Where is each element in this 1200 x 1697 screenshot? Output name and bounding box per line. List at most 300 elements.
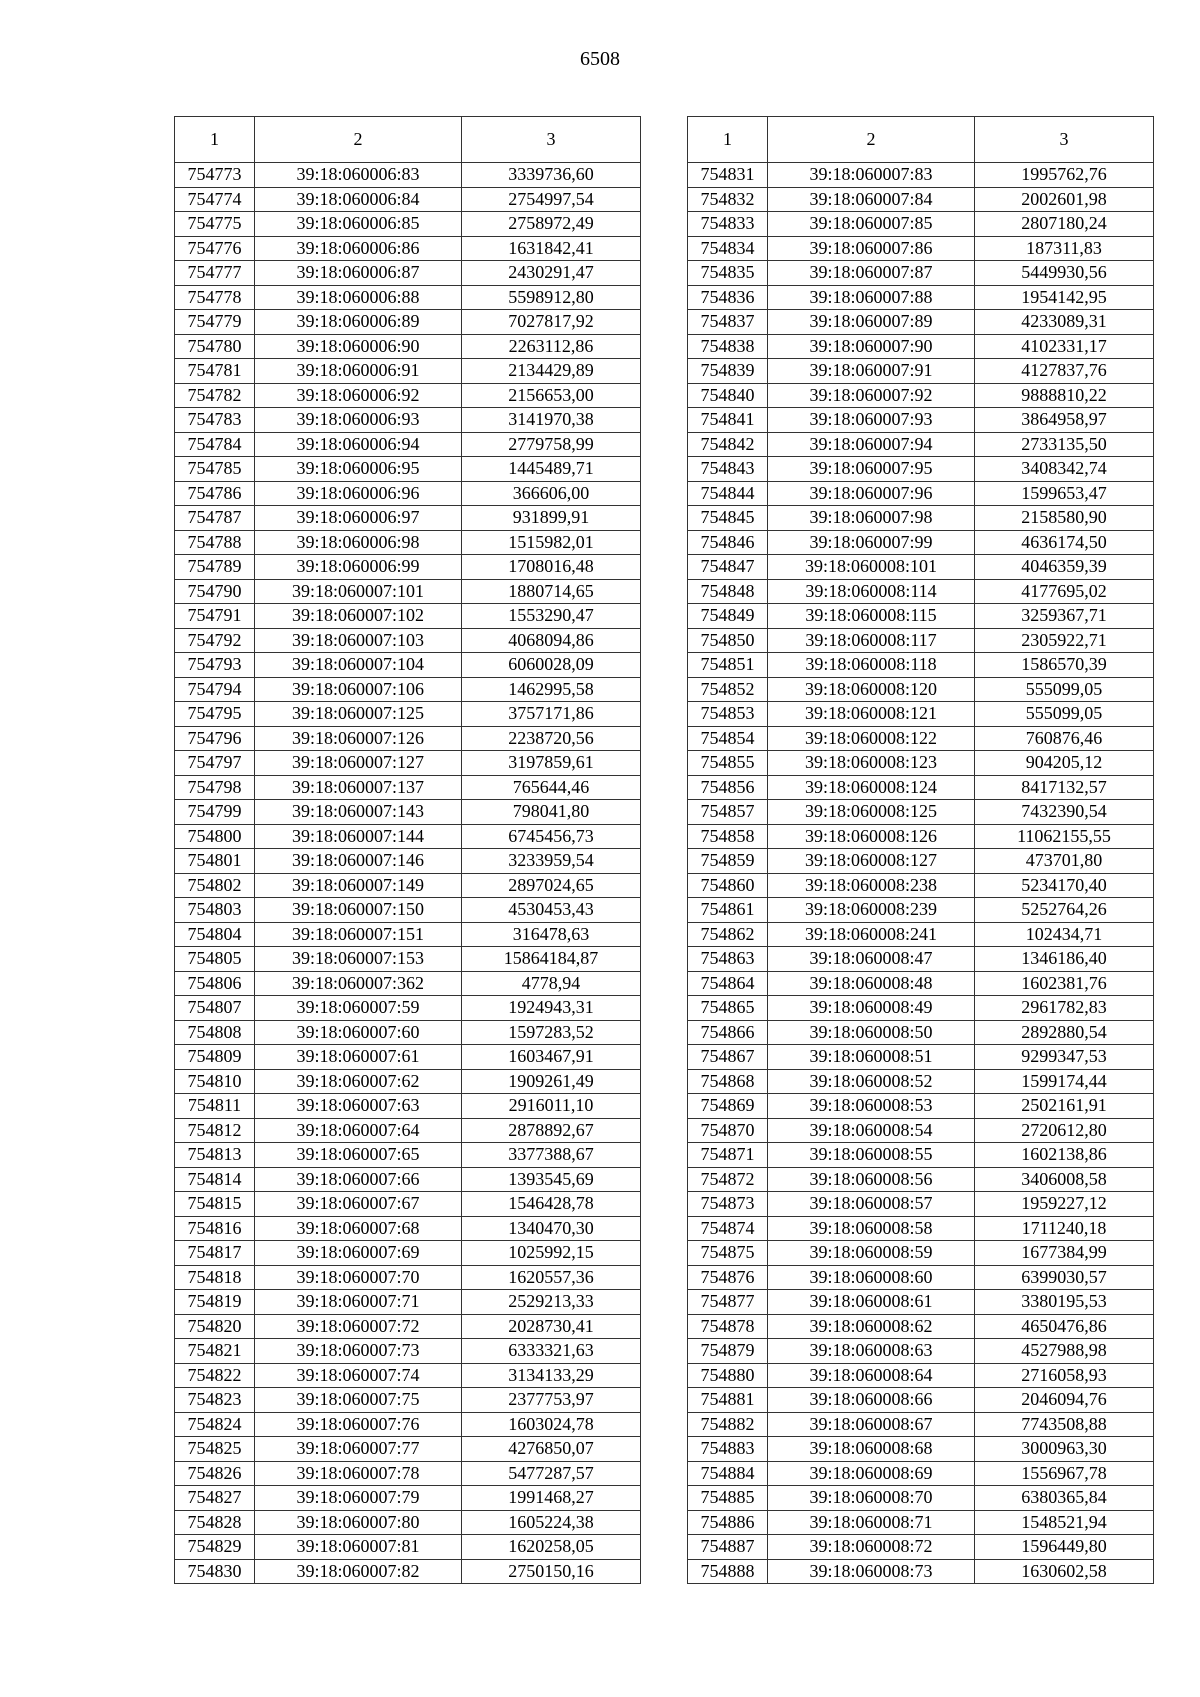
table-row xyxy=(688,1412,1154,1437)
cadastral-number-cell: 39:18:060008:117 xyxy=(768,628,975,653)
value-cell: 1553290,47 xyxy=(462,604,641,629)
cadastral-number-cell: 39:18:060007:125 xyxy=(255,702,462,727)
value-cell: 5598912,80 xyxy=(462,285,641,310)
value-cell: 9299347,53 xyxy=(975,1045,1154,1070)
table-row xyxy=(175,1486,641,1511)
cadastral-number-cell: 39:18:060008:238 xyxy=(768,873,975,898)
record-number-cell: 754819 xyxy=(175,1290,255,1315)
record-number-cell: 754794 xyxy=(175,677,255,702)
record-number-cell: 754870 xyxy=(688,1118,768,1143)
record-number-cell: 754804 xyxy=(175,922,255,947)
record-number-cell: 754777 xyxy=(175,261,255,286)
cadastral-number-cell: 39:18:060007:362 xyxy=(255,971,462,996)
cadastral-number-cell: 39:18:060006:85 xyxy=(255,212,462,237)
table-row xyxy=(175,236,641,261)
record-number-cell: 754789 xyxy=(175,555,255,580)
value-cell: 1462995,58 xyxy=(462,677,641,702)
record-number-cell: 754811 xyxy=(175,1094,255,1119)
record-number-cell: 754778 xyxy=(175,285,255,310)
value-cell: 2156653,00 xyxy=(462,383,641,408)
cadastral-number-cell: 39:18:060008:53 xyxy=(768,1094,975,1119)
cadastral-number-cell: 39:18:060008:48 xyxy=(768,971,975,996)
cadastral-number-cell: 39:18:060007:68 xyxy=(255,1216,462,1241)
record-number-cell: 754888 xyxy=(688,1559,768,1584)
cadastral-number-cell: 39:18:060007:92 xyxy=(768,383,975,408)
record-number-cell: 754823 xyxy=(175,1388,255,1413)
value-cell: 1586570,39 xyxy=(975,653,1154,678)
record-number-cell: 754824 xyxy=(175,1412,255,1437)
value-cell: 3134133,29 xyxy=(462,1363,641,1388)
table-row xyxy=(688,506,1154,531)
value-cell: 1548521,94 xyxy=(975,1510,1154,1535)
cadastral-number-cell: 39:18:060007:61 xyxy=(255,1045,462,1070)
cadastral-number-cell: 39:18:060008:126 xyxy=(768,824,975,849)
record-number-cell: 754806 xyxy=(175,971,255,996)
record-number-cell: 754792 xyxy=(175,628,255,653)
cadastral-number-cell: 39:18:060007:91 xyxy=(768,359,975,384)
table-row xyxy=(175,1020,641,1045)
cadastral-number-cell: 39:18:060007:94 xyxy=(768,432,975,457)
record-number-cell: 754838 xyxy=(688,334,768,359)
value-cell: 3757171,86 xyxy=(462,702,641,727)
record-number-cell: 754837 xyxy=(688,310,768,335)
table-row xyxy=(175,898,641,923)
value-cell: 4068094,86 xyxy=(462,628,641,653)
value-cell: 1909261,49 xyxy=(462,1069,641,1094)
value-cell: 555099,05 xyxy=(975,677,1154,702)
table-row xyxy=(688,653,1154,678)
table-row xyxy=(175,1216,641,1241)
value-cell: 1602381,76 xyxy=(975,971,1154,996)
table-row xyxy=(688,677,1154,702)
registry-table-left xyxy=(174,116,641,1584)
record-number-cell: 754776 xyxy=(175,236,255,261)
column-header: 2 xyxy=(768,117,975,163)
table-row xyxy=(688,1216,1154,1241)
value-cell: 6060028,09 xyxy=(462,653,641,678)
value-cell: 4778,94 xyxy=(462,971,641,996)
cadastral-number-cell: 39:18:060008:121 xyxy=(768,702,975,727)
value-cell: 3380195,53 xyxy=(975,1290,1154,1315)
cadastral-number-cell: 39:18:060007:67 xyxy=(255,1192,462,1217)
table-row xyxy=(688,1461,1154,1486)
cadastral-number-cell: 39:18:060007:71 xyxy=(255,1290,462,1315)
cadastral-number-cell: 39:18:060007:143 xyxy=(255,800,462,825)
record-number-cell: 754773 xyxy=(175,163,255,188)
record-number-cell: 754790 xyxy=(175,579,255,604)
table-row xyxy=(175,873,641,898)
table-row xyxy=(688,898,1154,923)
value-cell: 4276850,07 xyxy=(462,1437,641,1462)
value-cell: 1546428,78 xyxy=(462,1192,641,1217)
cadastral-number-cell: 39:18:060006:99 xyxy=(255,555,462,580)
table-row xyxy=(175,1118,641,1143)
value-cell: 5449930,56 xyxy=(975,261,1154,286)
table-row xyxy=(175,1241,641,1266)
cadastral-number-cell: 39:18:060008:125 xyxy=(768,800,975,825)
record-number-cell: 754801 xyxy=(175,849,255,874)
record-number-cell: 754800 xyxy=(175,824,255,849)
record-number-cell: 754849 xyxy=(688,604,768,629)
value-cell: 3408342,74 xyxy=(975,457,1154,482)
table-row xyxy=(175,334,641,359)
record-number-cell: 754832 xyxy=(688,187,768,212)
table-row xyxy=(175,1559,641,1584)
cadastral-number-cell: 39:18:060007:126 xyxy=(255,726,462,751)
value-cell: 187311,83 xyxy=(975,236,1154,261)
table-row xyxy=(688,1363,1154,1388)
value-cell: 2305922,71 xyxy=(975,628,1154,653)
page-number: 6508 xyxy=(580,48,620,70)
cadastral-number-cell: 39:18:060008:114 xyxy=(768,579,975,604)
value-cell: 3259367,71 xyxy=(975,604,1154,629)
cadastral-number-cell: 39:18:060007:90 xyxy=(768,334,975,359)
record-number-cell: 754884 xyxy=(688,1461,768,1486)
value-cell: 5477287,57 xyxy=(462,1461,641,1486)
cadastral-number-cell: 39:18:060008:57 xyxy=(768,1192,975,1217)
table-row xyxy=(688,1290,1154,1315)
record-number-cell: 754847 xyxy=(688,555,768,580)
record-number-cell: 754781 xyxy=(175,359,255,384)
cadastral-number-cell: 39:18:060008:54 xyxy=(768,1118,975,1143)
cadastral-number-cell: 39:18:060006:87 xyxy=(255,261,462,286)
value-cell: 2733135,50 xyxy=(975,432,1154,457)
cadastral-number-cell: 39:18:060006:96 xyxy=(255,481,462,506)
value-cell: 2263112,86 xyxy=(462,334,641,359)
value-cell: 4636174,50 xyxy=(975,530,1154,555)
value-cell: 5234170,40 xyxy=(975,873,1154,898)
table-row xyxy=(688,432,1154,457)
table-row xyxy=(688,800,1154,825)
column-header: 3 xyxy=(975,117,1154,163)
table-row xyxy=(175,481,641,506)
table-row xyxy=(688,1535,1154,1560)
cadastral-number-cell: 39:18:060008:123 xyxy=(768,751,975,776)
table-row xyxy=(175,261,641,286)
cadastral-number-cell: 39:18:060007:146 xyxy=(255,849,462,874)
table-row xyxy=(175,212,641,237)
record-number-cell: 754843 xyxy=(688,457,768,482)
record-number-cell: 754841 xyxy=(688,408,768,433)
table-row xyxy=(688,1437,1154,1462)
value-cell: 3233959,54 xyxy=(462,849,641,874)
table-row xyxy=(175,849,641,874)
table-row xyxy=(688,1167,1154,1192)
record-number-cell: 754797 xyxy=(175,751,255,776)
table-row xyxy=(175,530,641,555)
table-row xyxy=(175,1339,641,1364)
table-row xyxy=(175,1314,641,1339)
value-cell: 1677384,99 xyxy=(975,1241,1154,1266)
record-number-cell: 754818 xyxy=(175,1265,255,1290)
table-row xyxy=(688,628,1154,653)
cadastral-number-cell: 39:18:060007:149 xyxy=(255,873,462,898)
record-number-cell: 754785 xyxy=(175,457,255,482)
table-row xyxy=(688,751,1154,776)
value-cell: 1596449,80 xyxy=(975,1535,1154,1560)
record-number-cell: 754848 xyxy=(688,579,768,604)
value-cell: 2758972,49 xyxy=(462,212,641,237)
value-cell: 1711240,18 xyxy=(975,1216,1154,1241)
value-cell: 3141970,38 xyxy=(462,408,641,433)
value-cell: 4650476,86 xyxy=(975,1314,1154,1339)
cadastral-number-cell: 39:18:060006:89 xyxy=(255,310,462,335)
cadastral-number-cell: 39:18:060007:63 xyxy=(255,1094,462,1119)
cadastral-number-cell: 39:18:060007:69 xyxy=(255,1241,462,1266)
table-row xyxy=(175,628,641,653)
table-row xyxy=(175,996,641,1021)
table-row xyxy=(688,604,1154,629)
value-cell: 1991468,27 xyxy=(462,1486,641,1511)
record-number-cell: 754780 xyxy=(175,334,255,359)
record-number-cell: 754828 xyxy=(175,1510,255,1535)
record-number-cell: 754784 xyxy=(175,432,255,457)
record-number-cell: 754825 xyxy=(175,1437,255,1462)
record-number-cell: 754882 xyxy=(688,1412,768,1437)
table-body xyxy=(175,163,641,1584)
record-number-cell: 754856 xyxy=(688,775,768,800)
table-row xyxy=(175,1461,641,1486)
cadastral-number-cell: 39:18:060006:93 xyxy=(255,408,462,433)
value-cell: 11062155,55 xyxy=(975,824,1154,849)
record-number-cell: 754820 xyxy=(175,1314,255,1339)
table-row xyxy=(688,873,1154,898)
table-header-row xyxy=(688,117,1154,163)
record-number-cell: 754836 xyxy=(688,285,768,310)
value-cell: 366606,00 xyxy=(462,481,641,506)
cadastral-number-cell: 39:18:060007:104 xyxy=(255,653,462,678)
cadastral-number-cell: 39:18:060007:87 xyxy=(768,261,975,286)
table-row xyxy=(688,481,1154,506)
value-cell: 1597283,52 xyxy=(462,1020,641,1045)
record-number-cell: 754867 xyxy=(688,1045,768,1070)
value-cell: 555099,05 xyxy=(975,702,1154,727)
table-row xyxy=(688,1339,1154,1364)
record-number-cell: 754853 xyxy=(688,702,768,727)
table-row xyxy=(688,996,1154,1021)
cadastral-number-cell: 39:18:060008:239 xyxy=(768,898,975,923)
table-row xyxy=(688,359,1154,384)
cadastral-number-cell: 39:18:060007:60 xyxy=(255,1020,462,1045)
record-number-cell: 754816 xyxy=(175,1216,255,1241)
record-number-cell: 754805 xyxy=(175,947,255,972)
cadastral-number-cell: 39:18:060006:91 xyxy=(255,359,462,384)
value-cell: 2961782,83 xyxy=(975,996,1154,1021)
record-number-cell: 754875 xyxy=(688,1241,768,1266)
cadastral-number-cell: 39:18:060007:151 xyxy=(255,922,462,947)
table-row xyxy=(175,726,641,751)
cadastral-number-cell: 39:18:060006:88 xyxy=(255,285,462,310)
record-number-cell: 754877 xyxy=(688,1290,768,1315)
cadastral-number-cell: 39:18:060008:52 xyxy=(768,1069,975,1094)
record-number-cell: 754873 xyxy=(688,1192,768,1217)
record-number-cell: 754876 xyxy=(688,1265,768,1290)
value-cell: 2046094,76 xyxy=(975,1388,1154,1413)
value-cell: 4530453,43 xyxy=(462,898,641,923)
table-row xyxy=(688,922,1154,947)
value-cell: 3864958,97 xyxy=(975,408,1154,433)
table-row xyxy=(688,1094,1154,1119)
record-number-cell: 754821 xyxy=(175,1339,255,1364)
cadastral-number-cell: 39:18:060008:55 xyxy=(768,1143,975,1168)
value-cell: 1603467,91 xyxy=(462,1045,641,1070)
table-row xyxy=(175,947,641,972)
cadastral-number-cell: 39:18:060008:64 xyxy=(768,1363,975,1388)
table-row xyxy=(688,726,1154,751)
table-row xyxy=(175,163,641,188)
record-number-cell: 754842 xyxy=(688,432,768,457)
record-number-cell: 754783 xyxy=(175,408,255,433)
table-row xyxy=(175,555,641,580)
value-cell: 765644,46 xyxy=(462,775,641,800)
value-cell: 2028730,41 xyxy=(462,1314,641,1339)
cadastral-number-cell: 39:18:060007:66 xyxy=(255,1167,462,1192)
cadastral-number-cell: 39:18:060008:67 xyxy=(768,1412,975,1437)
table-row xyxy=(688,775,1154,800)
table-row xyxy=(688,947,1154,972)
record-number-cell: 754857 xyxy=(688,800,768,825)
value-cell: 3406008,58 xyxy=(975,1167,1154,1192)
value-cell: 1599174,44 xyxy=(975,1069,1154,1094)
table-row xyxy=(175,432,641,457)
table-row xyxy=(688,1388,1154,1413)
value-cell: 7432390,54 xyxy=(975,800,1154,825)
record-number-cell: 754774 xyxy=(175,187,255,212)
value-cell: 1346186,40 xyxy=(975,947,1154,972)
cadastral-number-cell: 39:18:060008:127 xyxy=(768,849,975,874)
value-cell: 798041,80 xyxy=(462,800,641,825)
table-row xyxy=(688,457,1154,482)
value-cell: 1599653,47 xyxy=(975,481,1154,506)
record-number-cell: 754866 xyxy=(688,1020,768,1045)
cadastral-number-cell: 39:18:060008:124 xyxy=(768,775,975,800)
value-cell: 1620258,05 xyxy=(462,1535,641,1560)
table-row xyxy=(175,1069,641,1094)
table-row xyxy=(175,1363,641,1388)
table-row xyxy=(688,824,1154,849)
value-cell: 760876,46 xyxy=(975,726,1154,751)
table-row xyxy=(688,1069,1154,1094)
cadastral-number-cell: 39:18:060007:93 xyxy=(768,408,975,433)
cadastral-number-cell: 39:18:060007:144 xyxy=(255,824,462,849)
record-number-cell: 754786 xyxy=(175,481,255,506)
table-row xyxy=(175,1094,641,1119)
value-cell: 3377388,67 xyxy=(462,1143,641,1168)
table-row xyxy=(688,702,1154,727)
cadastral-number-cell: 39:18:060008:56 xyxy=(768,1167,975,1192)
value-cell: 2430291,47 xyxy=(462,261,641,286)
table-row xyxy=(688,334,1154,359)
cadastral-number-cell: 39:18:060007:101 xyxy=(255,579,462,604)
table-row xyxy=(175,1437,641,1462)
cadastral-number-cell: 39:18:060007:76 xyxy=(255,1412,462,1437)
value-cell: 1605224,38 xyxy=(462,1510,641,1535)
cadastral-number-cell: 39:18:060008:61 xyxy=(768,1290,975,1315)
record-number-cell: 754855 xyxy=(688,751,768,776)
cadastral-number-cell: 39:18:060007:84 xyxy=(768,187,975,212)
cadastral-number-cell: 39:18:060007:74 xyxy=(255,1363,462,1388)
value-cell: 5252764,26 xyxy=(975,898,1154,923)
record-number-cell: 754787 xyxy=(175,506,255,531)
record-number-cell: 754844 xyxy=(688,481,768,506)
value-cell: 1954142,95 xyxy=(975,285,1154,310)
value-cell: 1880714,65 xyxy=(462,579,641,604)
record-number-cell: 754808 xyxy=(175,1020,255,1045)
table-row xyxy=(688,187,1154,212)
cadastral-number-cell: 39:18:060008:49 xyxy=(768,996,975,1021)
record-number-cell: 754839 xyxy=(688,359,768,384)
table-row xyxy=(688,971,1154,996)
cadastral-number-cell: 39:18:060008:71 xyxy=(768,1510,975,1535)
value-cell: 1630602,58 xyxy=(975,1559,1154,1584)
cadastral-number-cell: 39:18:060007:85 xyxy=(768,212,975,237)
value-cell: 6380365,84 xyxy=(975,1486,1154,1511)
cadastral-number-cell: 39:18:060007:78 xyxy=(255,1461,462,1486)
record-number-cell: 754850 xyxy=(688,628,768,653)
cadastral-number-cell: 39:18:060008:63 xyxy=(768,1339,975,1364)
table-row xyxy=(688,555,1154,580)
record-number-cell: 754807 xyxy=(175,996,255,1021)
cadastral-number-cell: 39:18:060007:64 xyxy=(255,1118,462,1143)
column-header: 1 xyxy=(175,117,255,163)
value-cell: 6333321,63 xyxy=(462,1339,641,1364)
cadastral-number-cell: 39:18:060007:150 xyxy=(255,898,462,923)
value-cell: 4527988,98 xyxy=(975,1339,1154,1364)
value-cell: 4177695,02 xyxy=(975,579,1154,604)
table-row xyxy=(175,824,641,849)
cadastral-number-cell: 39:18:060007:96 xyxy=(768,481,975,506)
cadastral-number-cell: 39:18:060008:70 xyxy=(768,1486,975,1511)
record-number-cell: 754817 xyxy=(175,1241,255,1266)
column-header: 1 xyxy=(688,117,768,163)
cadastral-number-cell: 39:18:060008:101 xyxy=(768,555,975,580)
value-cell: 1620557,36 xyxy=(462,1265,641,1290)
cadastral-number-cell: 39:18:060006:95 xyxy=(255,457,462,482)
table-row xyxy=(688,261,1154,286)
table-row xyxy=(175,1510,641,1535)
value-cell: 6399030,57 xyxy=(975,1265,1154,1290)
record-number-cell: 754868 xyxy=(688,1069,768,1094)
cadastral-number-cell: 39:18:060008:69 xyxy=(768,1461,975,1486)
cadastral-number-cell: 39:18:060006:98 xyxy=(255,530,462,555)
record-number-cell: 754878 xyxy=(688,1314,768,1339)
table-row xyxy=(688,1192,1154,1217)
table-row xyxy=(688,383,1154,408)
value-cell: 2779758,99 xyxy=(462,432,641,457)
cadastral-number-cell: 39:18:060007:72 xyxy=(255,1314,462,1339)
table-row xyxy=(175,457,641,482)
value-cell: 1631842,41 xyxy=(462,236,641,261)
table-row xyxy=(175,383,641,408)
value-cell: 2377753,97 xyxy=(462,1388,641,1413)
cadastral-number-cell: 39:18:060007:75 xyxy=(255,1388,462,1413)
table-row xyxy=(175,408,641,433)
value-cell: 1515982,01 xyxy=(462,530,641,555)
record-number-cell: 754803 xyxy=(175,898,255,923)
record-number-cell: 754852 xyxy=(688,677,768,702)
value-cell: 1924943,31 xyxy=(462,996,641,1021)
cadastral-number-cell: 39:18:060007:88 xyxy=(768,285,975,310)
cadastral-number-cell: 39:18:060008:115 xyxy=(768,604,975,629)
value-cell: 2002601,98 xyxy=(975,187,1154,212)
record-number-cell: 754883 xyxy=(688,1437,768,1462)
cadastral-number-cell: 39:18:060006:86 xyxy=(255,236,462,261)
record-number-cell: 754887 xyxy=(688,1535,768,1560)
record-number-cell: 754851 xyxy=(688,653,768,678)
record-number-cell: 754814 xyxy=(175,1167,255,1192)
record-number-cell: 754846 xyxy=(688,530,768,555)
record-number-cell: 754822 xyxy=(175,1363,255,1388)
